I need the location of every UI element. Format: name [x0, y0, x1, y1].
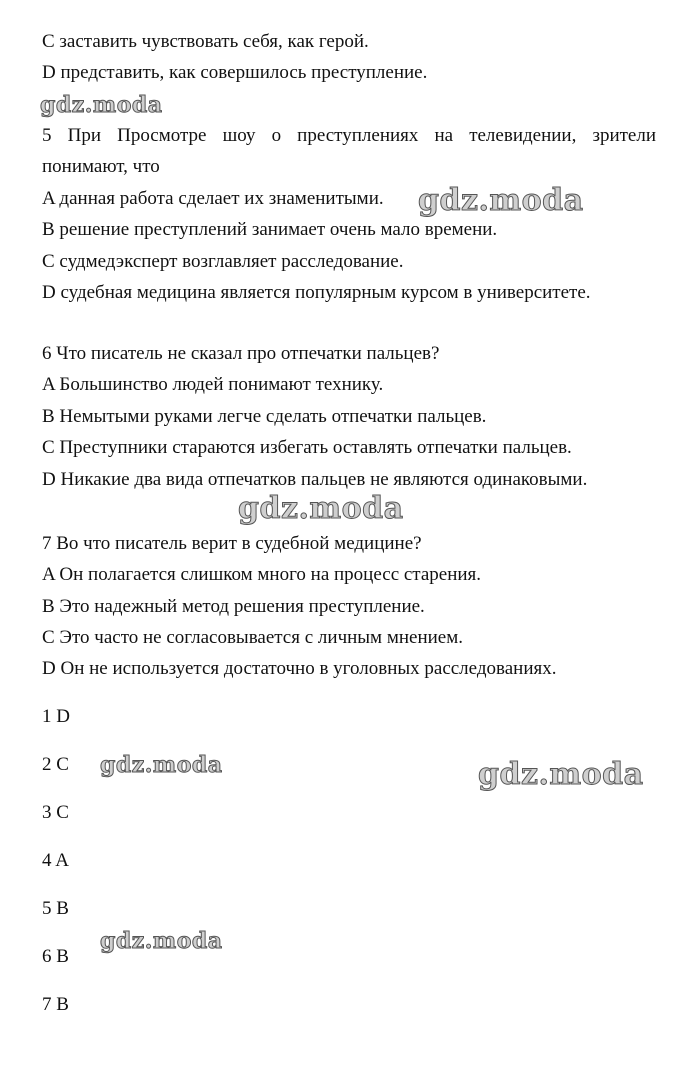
watermark-logo: gdz.moda: [238, 491, 404, 526]
watermark-logo: gdz.moda: [40, 92, 163, 118]
answer-1: 1 D: [42, 706, 70, 727]
question-5-line-2: понимают, что: [42, 156, 160, 177]
answer-3: 3 C: [42, 802, 69, 823]
question-5-option-c: C судмедэксперт возглавляет расследование.: [42, 251, 404, 272]
question-6-option-d: D Никакие два вида отпечатков пальцев не являются одинаковыми.: [42, 469, 588, 490]
watermark-logo: gdz.moda: [100, 752, 223, 778]
question-6-option-b: B Немытыми руками легче сделать отпечатки пальцев.: [42, 406, 487, 427]
question-5-option-b: B решение преступлений занимает очень мало времени.: [42, 219, 498, 240]
question-6-option-a: A Большинство людей понимают технику.: [42, 374, 384, 395]
answer-4: 4 A: [42, 850, 69, 871]
question-5-option-d: D судебная медицина является популярным курсом в университете.: [42, 282, 591, 303]
answer-5: 5 B: [42, 898, 69, 919]
watermark-logo: gdz.moda: [418, 183, 584, 218]
question-7-option-d: D Он не используется достаточно в уголовных расследованиях.: [42, 658, 557, 679]
question-7-option-c: C Это часто не согласовывается с личным мнением.: [42, 627, 463, 648]
question-5-line-1: 5 При Просмотре шоу о преступлениях на телевидении, зрители: [42, 125, 656, 146]
watermark-logo: gdz.moda: [478, 757, 644, 792]
answer-2: 2 C: [42, 754, 69, 775]
option-c-prev: C заставить чувствовать себя, как герой.: [42, 31, 369, 52]
question-6-option-c: C Преступники стараются избегать оставлять отпечатки пальцев.: [42, 437, 572, 458]
watermark-logo: gdz.moda: [100, 928, 223, 954]
option-d-prev: D представить, как совершилось преступление.: [42, 62, 428, 83]
question-7-option-b: B Это надежный метод решения преступление.: [42, 596, 425, 617]
question-7: 7 Во что писатель верит в судебной медицине?: [42, 533, 422, 554]
answer-6: 6 B: [42, 946, 69, 967]
answer-7: 7 B: [42, 994, 69, 1015]
question-6: 6 Что писатель не сказал про отпечатки пальцев?: [42, 343, 440, 364]
question-7-option-a: A Он полагается слишком много на процесс старения.: [42, 564, 482, 585]
question-5-option-a: A данная работа сделает их знаменитыми.: [42, 188, 384, 209]
